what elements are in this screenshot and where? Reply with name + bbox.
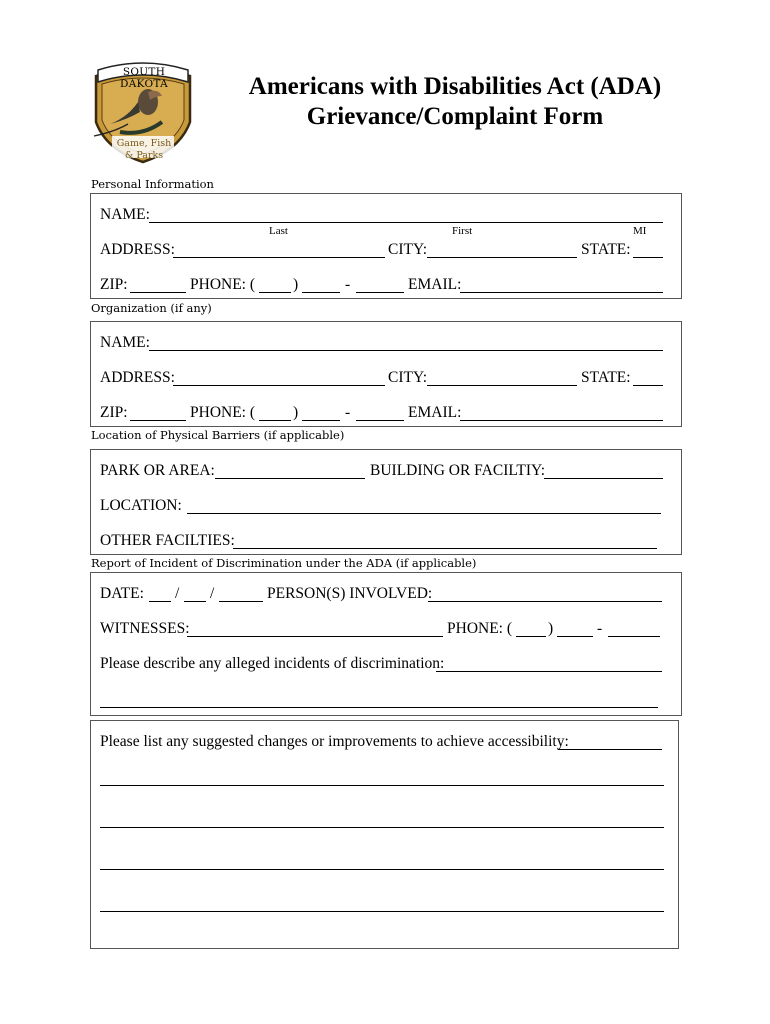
suggestions-label: Please list any suggested changes or improvements to achieve accessibility: bbox=[100, 733, 569, 750]
logo-top-text: SOUTH DAKOTA bbox=[120, 66, 168, 90]
city-label: CITY: bbox=[388, 241, 428, 258]
organization-box bbox=[90, 321, 682, 427]
suggestions-line-3[interactable] bbox=[100, 827, 664, 828]
section-label-organization: Organization (if any) bbox=[91, 301, 212, 315]
org-phone-close-paren: ) bbox=[293, 404, 299, 421]
phone-line-field[interactable] bbox=[356, 292, 404, 293]
incident-box bbox=[90, 572, 682, 716]
witness-phone-area-field[interactable] bbox=[516, 636, 546, 637]
park-area-field[interactable] bbox=[215, 478, 365, 479]
building-field[interactable] bbox=[544, 478, 663, 479]
logo-bottom-line1: Game, Fish bbox=[116, 138, 172, 149]
address-label: ADDRESS: bbox=[100, 241, 175, 258]
zip-field[interactable] bbox=[130, 292, 186, 293]
phone-hyphen: - bbox=[345, 276, 351, 293]
witness-phone-hyphen: - bbox=[597, 620, 603, 637]
org-email-field[interactable] bbox=[460, 420, 663, 421]
describe-field[interactable] bbox=[436, 671, 662, 672]
org-address-label: ADDRESS: bbox=[100, 369, 175, 386]
phone-label: PHONE: ( bbox=[190, 276, 256, 293]
suggestions-line-5[interactable] bbox=[100, 911, 664, 912]
org-city-field[interactable] bbox=[427, 385, 577, 386]
name-field[interactable] bbox=[149, 222, 663, 223]
org-name-field[interactable] bbox=[149, 350, 663, 351]
other-facilities-label: OTHER FACILTIES: bbox=[100, 532, 235, 549]
title-line-1: Americans with Disabilities Act (ADA) bbox=[248, 73, 662, 100]
witnesses-label: WITNESSES: bbox=[100, 620, 190, 637]
phone-close-paren: ) bbox=[293, 276, 299, 293]
org-zip-field[interactable] bbox=[130, 420, 186, 421]
persons-involved-label: PERSON(S) INVOLVED: bbox=[267, 585, 433, 602]
date-month-field[interactable] bbox=[149, 601, 171, 602]
location-box bbox=[90, 449, 682, 555]
date-slash-1: / bbox=[175, 585, 180, 602]
org-state-label: STATE: bbox=[581, 369, 631, 386]
org-phone-label: PHONE: ( bbox=[190, 404, 256, 421]
describe-field-line-2[interactable] bbox=[100, 707, 658, 708]
phone-area-field[interactable] bbox=[259, 292, 291, 293]
address-field[interactable] bbox=[173, 257, 385, 258]
email-field[interactable] bbox=[460, 292, 663, 293]
other-facilities-field[interactable] bbox=[233, 548, 657, 549]
city-field[interactable] bbox=[427, 257, 577, 258]
date-day-field[interactable] bbox=[184, 601, 206, 602]
org-state-field[interactable] bbox=[633, 385, 663, 386]
org-name-label: NAME: bbox=[100, 334, 150, 351]
location-field[interactable] bbox=[187, 513, 661, 514]
last-sublabel: Last bbox=[269, 225, 288, 237]
suggestions-line-2[interactable] bbox=[100, 785, 664, 786]
suggestions-field[interactable] bbox=[558, 749, 662, 750]
location-label: LOCATION: bbox=[100, 497, 182, 514]
personal-info-box bbox=[90, 193, 682, 299]
email-label: EMAIL: bbox=[408, 276, 462, 293]
org-phone-area-field[interactable] bbox=[259, 420, 291, 421]
witness-phone-close-paren: ) bbox=[548, 620, 554, 637]
section-label-personal: Personal Information bbox=[91, 177, 214, 191]
suggestions-box bbox=[90, 720, 679, 949]
zip-label: ZIP: bbox=[100, 276, 128, 293]
witnesses-field[interactable] bbox=[187, 636, 443, 637]
mi-sublabel: MI bbox=[633, 225, 647, 237]
date-year-field[interactable] bbox=[219, 601, 263, 602]
persons-involved-field[interactable] bbox=[428, 601, 662, 602]
org-email-label: EMAIL: bbox=[408, 404, 462, 421]
suggestions-line-4[interactable] bbox=[100, 869, 664, 870]
org-phone-prefix-field[interactable] bbox=[302, 420, 340, 421]
org-zip-label: ZIP: bbox=[100, 404, 128, 421]
org-phone-line-field[interactable] bbox=[356, 420, 404, 421]
section-label-incident: Report of Incident of Discrimination under the ADA (if applicable) bbox=[91, 556, 477, 570]
name-label: NAME: bbox=[100, 206, 150, 223]
describe-label: Please describe any alleged incidents of discrimination: bbox=[100, 655, 445, 672]
title-line-2: Grievance/Complaint Form bbox=[306, 103, 604, 130]
witness-phone-prefix-field[interactable] bbox=[557, 636, 593, 637]
form-title bbox=[205, 72, 705, 132]
date-label: DATE: bbox=[100, 585, 144, 602]
logo-bottom-line2: & Parks bbox=[124, 150, 164, 161]
org-address-field[interactable] bbox=[173, 385, 385, 386]
date-slash-2: / bbox=[210, 585, 215, 602]
state-label: STATE: bbox=[581, 241, 631, 258]
witness-phone-line-field[interactable] bbox=[608, 636, 660, 637]
building-label: BUILDING OR FACILTIY: bbox=[370, 462, 546, 479]
org-phone-hyphen: - bbox=[345, 404, 351, 421]
org-city-label: CITY: bbox=[388, 369, 428, 386]
park-area-label: PARK OR AREA: bbox=[100, 462, 215, 479]
phone-prefix-field[interactable] bbox=[302, 292, 340, 293]
state-field[interactable] bbox=[633, 257, 663, 258]
witness-phone-label: PHONE: ( bbox=[447, 620, 513, 637]
first-sublabel: First bbox=[452, 225, 473, 237]
section-label-location: Location of Physical Barriers (if applicable) bbox=[91, 428, 345, 442]
